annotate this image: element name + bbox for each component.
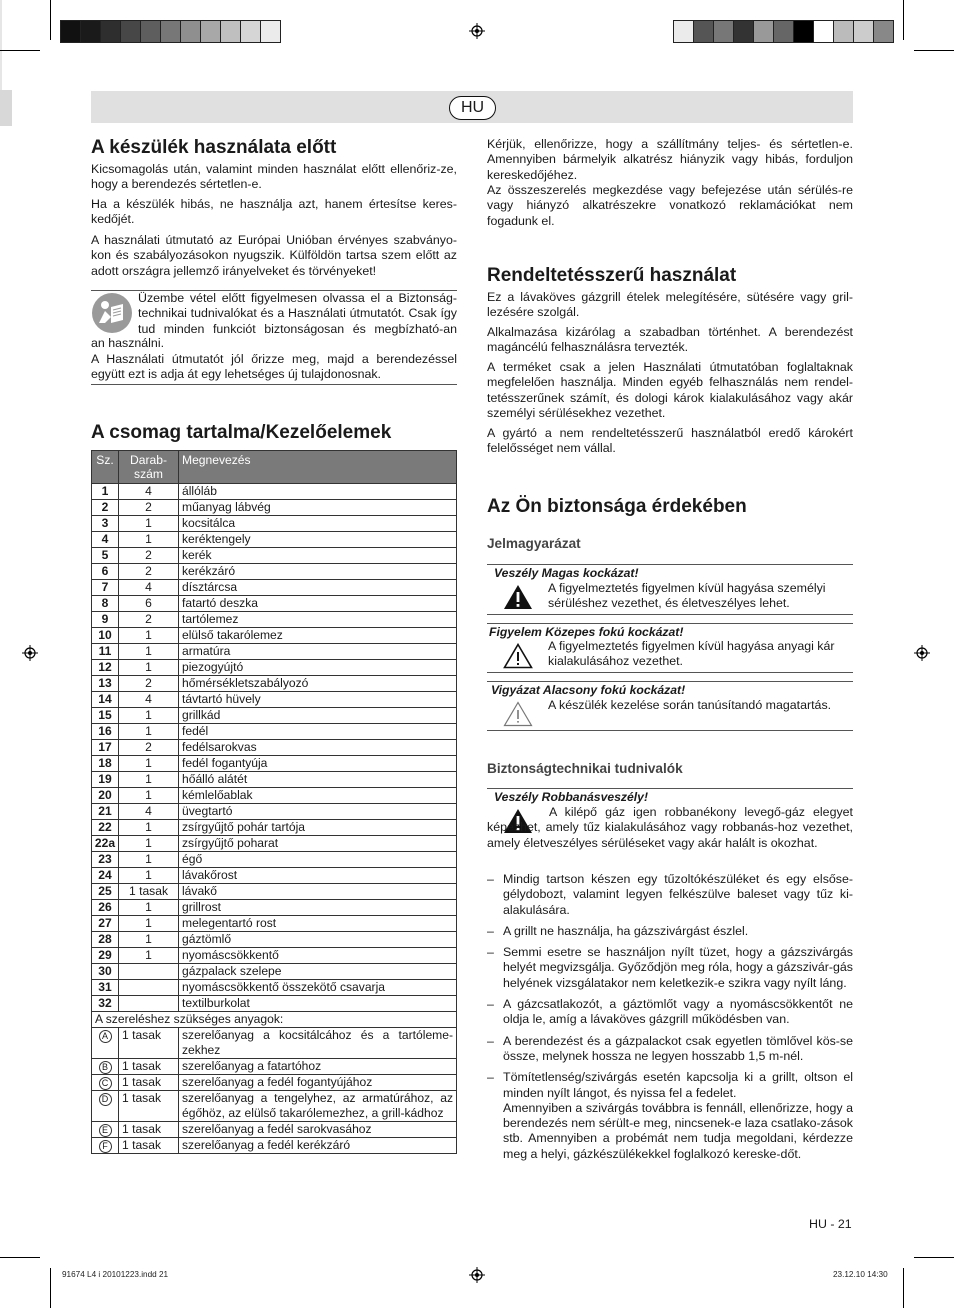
cell-name: szerelőanyag a fedél kerékzáró (179, 1138, 457, 1154)
table-row (92, 516, 457, 532)
table-row (92, 1138, 457, 1154)
cell-quantity: 1 (119, 772, 179, 788)
safety-list (487, 872, 853, 1168)
registration-mark-icon (469, 23, 485, 39)
cell-number: 21 (92, 804, 119, 820)
cell-name: gáztömlő (179, 932, 457, 948)
warning-label-notice: Vigyázat Alacsony fokú kockázat! (491, 683, 686, 697)
list-item: – Semmi esetre se használjon nyílt tüzet, hogy a gázszivárgás helyét megvizsgálja. Győződjön meg róla, hogy a gázszivár-gás helyének vizsgálatakor nem keletkezik-e szikra vagy nyílt láng. (487, 945, 853, 991)
table-row (92, 1028, 457, 1059)
cell-number: 22a (92, 836, 119, 852)
cell-name: szerelőanyag a fatartóhoz (179, 1059, 457, 1075)
cell-name: fedélsarokvas (179, 740, 457, 756)
warning-label-explosion: Veszély Robbanásveszély! (494, 790, 648, 804)
safety-subtitle: Biztonságtechnikai tudnivalók (487, 761, 683, 776)
cell-name: lávakő (179, 884, 457, 900)
crop-mark (0, 50, 40, 51)
cell-quantity: 1 (119, 868, 179, 884)
table-row (92, 852, 457, 868)
cell-quantity: 2 (119, 740, 179, 756)
cell-quantity: 4 (119, 804, 179, 820)
divider (487, 788, 853, 789)
cell-name: textilburkolat (179, 996, 457, 1012)
cell-name: kerékzáró (179, 564, 457, 580)
cell-quantity: 1 (119, 820, 179, 836)
cell-name: keréktengely (179, 532, 457, 548)
table-header-row (92, 451, 457, 484)
cell-quantity: 1 tasak (119, 1138, 179, 1154)
cell-number: 10 (92, 628, 119, 644)
crop-mark (914, 1257, 954, 1258)
cell-quantity: 1 (119, 660, 179, 676)
list-item: – Mindig tartson készen egy tűzoltókészüléket és egy elsőse-gélydobozt, valamint legyen felkészülve baleset vagy tűz ki-alakulására. (487, 872, 853, 918)
cell-letter (92, 1091, 119, 1122)
cell-number: 14 (92, 692, 119, 708)
cell-quantity: 1 tasak (119, 884, 179, 900)
cell-number: 11 (92, 644, 119, 660)
cell-name: szerelőanyag a kocsitálcához és a tartóleme-zekhez (179, 1028, 457, 1059)
cell-number: 19 (92, 772, 119, 788)
table-row (92, 756, 457, 772)
paragraph: A használati útmutató az Európai Unióban érvényes szabványo-kon és szabályozásokon nyugszik. Külföldön tartsa szem előtt az adott országra jellemző irányelveket és törvényeket! (91, 233, 457, 278)
cell-letter (92, 1075, 119, 1091)
paragraph: Alkalmazása kizárólag a szabadban történhet. A berendezést magáncélú felhasználásra tervezték. (487, 325, 853, 355)
table-row (92, 1059, 457, 1075)
cell-number: 30 (92, 964, 119, 980)
cell-quantity: 1 tasak (119, 1028, 179, 1059)
crop-mark (50, 0, 51, 40)
table-row (92, 900, 457, 916)
cell-name: gázpalack szelepe (179, 964, 457, 980)
cell-name: kerék (179, 548, 457, 564)
cell-name: fedél fogantyúja (179, 756, 457, 772)
color-bar-left (60, 20, 281, 43)
cell-name: grillrost (179, 900, 457, 916)
table-row (92, 724, 457, 740)
table-row (92, 1075, 457, 1091)
section-title-before-use: A készülék használata előtt (91, 137, 337, 158)
table-row (92, 884, 457, 900)
cell-quantity: 1 (119, 900, 179, 916)
notice-triangle-icon (503, 701, 533, 727)
crop-mark (903, 1268, 904, 1308)
table-row (92, 804, 457, 820)
cell-quantity: 1 (119, 532, 179, 548)
cell-quantity: 6 (119, 596, 179, 612)
table-row (92, 980, 457, 996)
section-title-package: A csomag tartalma/Kezelőelemek (91, 422, 392, 443)
cell-quantity: 1 (119, 932, 179, 948)
cell-quantity: 1 (119, 852, 179, 868)
registration-mark-icon (22, 645, 38, 661)
cell-quantity: 1 (119, 516, 179, 532)
cell-quantity: 1 (119, 708, 179, 724)
cell-number: 9 (92, 612, 119, 628)
table-row (92, 1122, 457, 1138)
cell-name: kémlelőablak (179, 788, 457, 804)
cell-quantity: 4 (119, 692, 179, 708)
cell-name: nyomáscsökkentő (179, 948, 457, 964)
table-row (92, 916, 457, 932)
section-title-safety: Az Ön biztonsága érdekében (487, 496, 747, 517)
cell-number: 4 (92, 532, 119, 548)
cell-name: dísztárcsa (179, 580, 457, 596)
table-row (92, 836, 457, 852)
cell-name: távtartó hüvely (179, 692, 457, 708)
table-row (92, 484, 457, 500)
manual-note (138, 291, 457, 337)
cell-number: 31 (92, 980, 119, 996)
cell-number: 23 (92, 852, 119, 868)
explosion-warning-text: A kilépő gáz igen robbanékony levegő-gáz elegyet képezhet, amely tűz kialakulásához vagy robbanás-hoz vezethet, amely életveszélyes sérüléseket vagy akár halált is okozhat. (487, 805, 853, 850)
cell-name: szerelőanyag a fedél sarokvasához (179, 1122, 457, 1138)
cell-name: armatúra (179, 644, 457, 660)
cell-name: tartólemez (179, 612, 457, 628)
paragraph: Az összeszerelés megkezdése vagy befejezése után sérülés-re vagy hiányzó alkatrészekre vonatkozó reklamációkat nem fogadunk el. (487, 183, 853, 228)
cell-quantity: 1 tasak (119, 1075, 179, 1091)
registration-mark-icon (914, 645, 930, 661)
list-item: – A gázcsatlakozót, a gáztömlőt vagy a nyomáscsökkentőt ne oldja le, amíg a lávaköves gázgrill működésben van. (487, 997, 853, 1028)
table-row (92, 964, 457, 980)
cell-quantity: 1 (119, 724, 179, 740)
crop-mark (914, 50, 954, 51)
circled-letter: C (99, 1077, 112, 1090)
warning-label-danger: Veszély Magas kockázat! (494, 566, 639, 580)
paragraph: Kicsomagolás után, valamint minden használat előtt ellenőriz-ze, hogy a berendezés sértetlen-e. (91, 162, 457, 192)
cell-name: zsírgyűjtő poharat (179, 836, 457, 852)
cell-quantity: 4 (119, 580, 179, 596)
cell-quantity: 1 (119, 916, 179, 932)
table-row (92, 868, 457, 884)
legend-title: Jelmagyarázat (487, 536, 581, 551)
footer-datetime: 23.12.10 14:30 (833, 1270, 888, 1279)
cell-quantity (119, 980, 179, 996)
cell-name: fedél (179, 724, 457, 740)
table-row (92, 628, 457, 644)
cell-number: 2 (92, 500, 119, 516)
cell-quantity: 2 (119, 564, 179, 580)
cell-quantity: 1 tasak (119, 1059, 179, 1075)
assembly-label: A szereléshez szükséges anyagok: (92, 1012, 457, 1028)
cell-quantity: 1 tasak (119, 1122, 179, 1138)
cell-number: 26 (92, 900, 119, 916)
cell-number: 25 (92, 884, 119, 900)
table-row (92, 996, 457, 1012)
language-badge: HU (449, 96, 496, 120)
table-row (92, 676, 457, 692)
cell-number: 5 (92, 548, 119, 564)
table-row (92, 564, 457, 580)
crop-mark (0, 1257, 40, 1258)
cell-quantity: 2 (119, 500, 179, 516)
cell-number: 8 (92, 596, 119, 612)
cell-name: kocsitálca (179, 516, 457, 532)
warning-triangle-icon (503, 643, 533, 669)
table-row (92, 580, 457, 596)
circled-letter: A (99, 1030, 112, 1043)
cell-number: 27 (92, 916, 119, 932)
table-row (92, 644, 457, 660)
paragraph: A terméket csak a jelen Használati útmutatóban foglaltaknak megfelelően használja. Minden egyéb felhasználás nem rendel-tetésszerűnek számít, és dologi károk kialakulásához vagy akár személyi sérülésekhez vezethet. (487, 360, 853, 420)
list-item-text: Amennyiben a szivárgás továbbra is fennáll, ellenőrizze, hogy a berendezés nem sérült-e meg, nincsenek-e laza csatlako-zások stb. Amennyiben a probémát nem tudja megoldani, kérdezze meg a helyi, gázkészülékekkel foglalkozó kereske-dőt. (503, 1100, 853, 1161)
read-manual-icon (92, 293, 132, 333)
cell-number: 17 (92, 740, 119, 756)
circled-letter: D (99, 1093, 112, 1106)
cell-number: 1 (92, 484, 119, 500)
cell-number: 32 (92, 996, 119, 1012)
cell-name: fatartó deszka (179, 596, 457, 612)
list-item: – A berendezést és a gázpalackot csak egyetlen tömlővel kös-se össze, melynek hossza ne legyen hosszabb 1,5 m-nél. (487, 1034, 853, 1065)
cell-number: 3 (92, 516, 119, 532)
cell-quantity: 1 (119, 836, 179, 852)
cell-name: szerelőanyag a tengelyhez, az armatúrához, az égőhöz, az elülső takarólemezhez, a grill-kádhoz (179, 1091, 457, 1122)
cell-name: grillkád (179, 708, 457, 724)
page-number: HU - 21 (809, 1217, 852, 1231)
cell-quantity: 1 (119, 948, 179, 964)
divider (487, 672, 853, 673)
color-bar-right (673, 20, 894, 43)
warning-label-caution: Figyelem Közepes fokú kockázat! (489, 625, 684, 639)
cell-number: 6 (92, 564, 119, 580)
cell-quantity: 4 (119, 484, 179, 500)
danger-triangle-icon (503, 584, 533, 610)
divider (91, 384, 457, 385)
cell-letter (92, 1122, 119, 1138)
cell-quantity: 1 (119, 644, 179, 660)
paragraph: A Használati útmutatót jól őrizze meg, majd a berendezéssel együtt ezt is adja át egy lehetséges új tulajdonosnak. (91, 352, 457, 382)
cell-number: 24 (92, 868, 119, 884)
divider (487, 564, 853, 565)
crop-mark (50, 1268, 51, 1308)
divider (487, 730, 853, 731)
table-row (92, 596, 457, 612)
divider (487, 681, 853, 682)
circled-letter: E (99, 1124, 112, 1137)
footer-file: 91674 L4 i 20101223.indd 21 (62, 1270, 169, 1279)
cell-name: üvegtartó (179, 804, 457, 820)
cell-name: szerelőanyag a fedél fogantyújához (179, 1075, 457, 1091)
cell-number: 15 (92, 708, 119, 724)
manual-note-text: Üzembe vétel előtt figyelmesen olvassa el a Biztonság-technikai tudnivalókat és a Használati útmutatót. Csak így tud minden funkciót biztonságosan és megbízható-an (138, 291, 457, 336)
col-header: Darab-szám (119, 451, 179, 484)
list-item: – A grillt ne használja, ha gázszivárgást észlel. (487, 924, 853, 939)
table-row (92, 692, 457, 708)
table-row (92, 500, 457, 516)
cell-quantity: 1 tasak (119, 1091, 179, 1122)
table-row (92, 932, 457, 948)
cell-name: zsírgyűjtő pohár tartója (179, 820, 457, 836)
cell-letter (92, 1059, 119, 1075)
warning-text: A figyelmeztetés figyelmen kívül hagyása anyagi kár kialakulásához vezethet. (548, 639, 835, 669)
col-header: Sz. (92, 451, 119, 484)
cell-number: 12 (92, 660, 119, 676)
cell-name: elülső takarólemez (179, 628, 457, 644)
cell-quantity: 2 (119, 548, 179, 564)
cell-number: 18 (92, 756, 119, 772)
cell-name: hőálló alátét (179, 772, 457, 788)
cell-name: állóláb (179, 484, 457, 500)
divider (487, 623, 853, 624)
circled-letter: F (99, 1140, 112, 1153)
cell-name: hőmérsékletszabályozó (179, 676, 457, 692)
table-row (92, 740, 457, 756)
registration-mark-icon (469, 1267, 485, 1283)
cell-quantity: 1 (119, 628, 179, 644)
list-item (487, 1070, 853, 1162)
table-row (92, 788, 457, 804)
cell-number: 16 (92, 724, 119, 740)
cell-number: 13 (92, 676, 119, 692)
list-item-text: Tömítetlenség/szivárgás esetén kapcsolja ki a grillt, oltson el minden nyílt lángot, és nyissa fel a fedelet. (503, 1070, 853, 1100)
cell-quantity (119, 964, 179, 980)
table-row (92, 660, 457, 676)
cell-number: 29 (92, 948, 119, 964)
cell-quantity: 1 (119, 756, 179, 772)
cell-number: 22 (92, 820, 119, 836)
cell-name: lávakőrost (179, 868, 457, 884)
parts-table (91, 450, 457, 1154)
table-row (92, 612, 457, 628)
col-header: Megnevezés (179, 451, 457, 484)
crop-mark (903, 0, 904, 40)
manual-note-tail: an használni. (91, 336, 165, 350)
circled-letter: B (99, 1061, 112, 1074)
paragraph: Ha a készülék hibás, ne használja azt, hanem értesítse keres-kedőjét. (91, 197, 457, 227)
cell-name: műanyag lábvég (179, 500, 457, 516)
paragraph: Ez a lávaköves gázgrill ételek melegítésére, sütésére vagy gril-lezésére szolgál. (487, 290, 853, 320)
cell-quantity: 2 (119, 676, 179, 692)
table-row (92, 1091, 457, 1122)
cell-quantity: 1 (119, 788, 179, 804)
section-title-intended-use: Rendeltetésszerű használat (487, 265, 737, 286)
cell-number: 20 (92, 788, 119, 804)
paragraph: Kérjük, ellenőrizze, hogy a szállítmány teljes- és sértetlen-e. Amennyiben bármelyik alkatrész hiányzik vagy hibás, forduljon kereskedőjéhez. (487, 137, 853, 182)
cell-name: melegentartó rost (179, 916, 457, 932)
table-row (92, 948, 457, 964)
cell-number: 7 (92, 580, 119, 596)
table-row (92, 548, 457, 564)
warning-text: A készülék kezelése során tanúsítandó magatartás. (548, 698, 832, 712)
table-row (92, 1012, 457, 1028)
cell-number: 28 (92, 932, 119, 948)
crop-mark (0, 90, 12, 126)
cell-letter (92, 1028, 119, 1059)
cell-name: égő (179, 852, 457, 868)
paragraph: A gyártó a nem rendeltetésszerű használatból eredő károkért felelősséget nem vállal. (487, 426, 853, 456)
table-row (92, 772, 457, 788)
table-row (92, 708, 457, 724)
cell-quantity: 2 (119, 612, 179, 628)
warning-text: A figyelmeztetés figyelmen kívül hagyása személyi sérüléshez vezethet, és életveszélyes lehet. (548, 581, 826, 611)
cell-letter (92, 1138, 119, 1154)
cell-name: piezogyújtó (179, 660, 457, 676)
table-row (92, 532, 457, 548)
table-row (92, 820, 457, 836)
cell-quantity (119, 996, 179, 1012)
cell-name: nyomáscsökkentő összekötő csavarja (179, 980, 457, 996)
divider (487, 614, 853, 615)
